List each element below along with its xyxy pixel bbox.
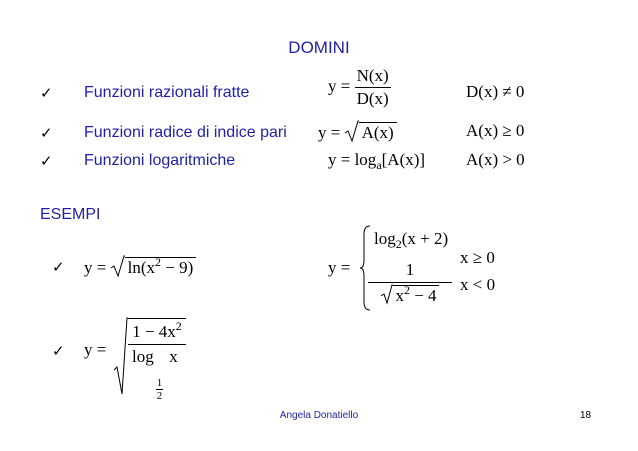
checkmark-icon: ✓ bbox=[52, 342, 65, 360]
condition-log: A(x) > 0 bbox=[466, 150, 525, 169]
example3-lhs: y = bbox=[84, 340, 107, 359]
fraction-numerator: 1 bbox=[405, 260, 415, 279]
checkmark-icon: ✓ bbox=[40, 152, 53, 170]
footer-author: Angela Donatiello bbox=[279, 410, 359, 421]
radicand-post: − 4 bbox=[409, 286, 437, 305]
log-argument: [A(x)] bbox=[381, 150, 426, 169]
condition-root: A(x) ≥ 0 bbox=[466, 121, 525, 140]
example2-case1 bbox=[374, 229, 448, 249]
radical-sign-icon bbox=[111, 256, 125, 278]
formula-lhs: y = bbox=[328, 76, 351, 96]
log-base: a bbox=[376, 158, 382, 172]
radical-sign-icon bbox=[114, 318, 128, 396]
exponent: 2 bbox=[175, 319, 182, 333]
log-prefix: log bbox=[132, 347, 154, 366]
example2-case2-fraction bbox=[368, 260, 452, 306]
log-argument: (x + 2) bbox=[401, 229, 449, 248]
slide-title: DOMINI bbox=[288, 38, 350, 57]
numerator-pre: 1 − 4x bbox=[132, 322, 176, 341]
radical-sign-icon bbox=[345, 121, 359, 143]
log-base-den: 2 bbox=[156, 390, 163, 402]
radicand-pre: x bbox=[395, 286, 404, 305]
fraction-numerator bbox=[128, 319, 186, 344]
formula-lhs: y = bbox=[318, 123, 341, 142]
fraction-denominator bbox=[368, 282, 452, 306]
example2-lhs: y = bbox=[328, 258, 351, 277]
formula-log bbox=[328, 150, 425, 170]
radical-sign-icon bbox=[381, 285, 393, 305]
fraction bbox=[355, 66, 391, 109]
checkmark-icon: ✓ bbox=[52, 258, 65, 276]
radicand-pre: ln(x bbox=[127, 258, 155, 277]
item-root-label: Funzioni radice di indice pari bbox=[84, 124, 287, 141]
checkmark-icon: ✓ bbox=[40, 84, 53, 102]
radicand bbox=[125, 257, 197, 277]
log-argument: x bbox=[169, 347, 178, 366]
example2-cond1: x ≥ 0 bbox=[460, 248, 495, 267]
fraction-denominator: D(x) bbox=[356, 89, 389, 108]
example2-cond2: x < 0 bbox=[460, 275, 496, 294]
log-base: 2 bbox=[395, 237, 402, 251]
example3-fraction bbox=[128, 319, 186, 402]
item-log-label: Funzioni logaritmiche bbox=[84, 152, 236, 169]
example1-formula bbox=[84, 256, 196, 278]
exponent: 2 bbox=[154, 255, 161, 269]
radicand bbox=[393, 285, 438, 305]
log-base-fraction bbox=[156, 377, 164, 402]
item-rational-label: Funzioni razionali fratte bbox=[84, 84, 250, 101]
radicand-post: − 9) bbox=[160, 258, 194, 277]
radicand: A(x) bbox=[359, 122, 397, 142]
page-number: 18 bbox=[580, 410, 592, 421]
formula-lhs: y = bbox=[84, 258, 107, 277]
log-base-num: 1 bbox=[156, 377, 163, 389]
exponent: 2 bbox=[403, 283, 410, 297]
formula-log-prefix: y = log bbox=[328, 150, 377, 169]
formula-root bbox=[318, 121, 397, 143]
fraction-denominator bbox=[128, 344, 186, 402]
condition-rational: D(x) ≠ 0 bbox=[466, 82, 525, 101]
checkmark-icon: ✓ bbox=[40, 124, 53, 142]
fraction-numerator: N(x) bbox=[356, 66, 389, 85]
log-prefix: log bbox=[374, 229, 396, 248]
examples-heading: ESEMPI bbox=[40, 206, 101, 223]
formula-rational bbox=[328, 66, 391, 109]
